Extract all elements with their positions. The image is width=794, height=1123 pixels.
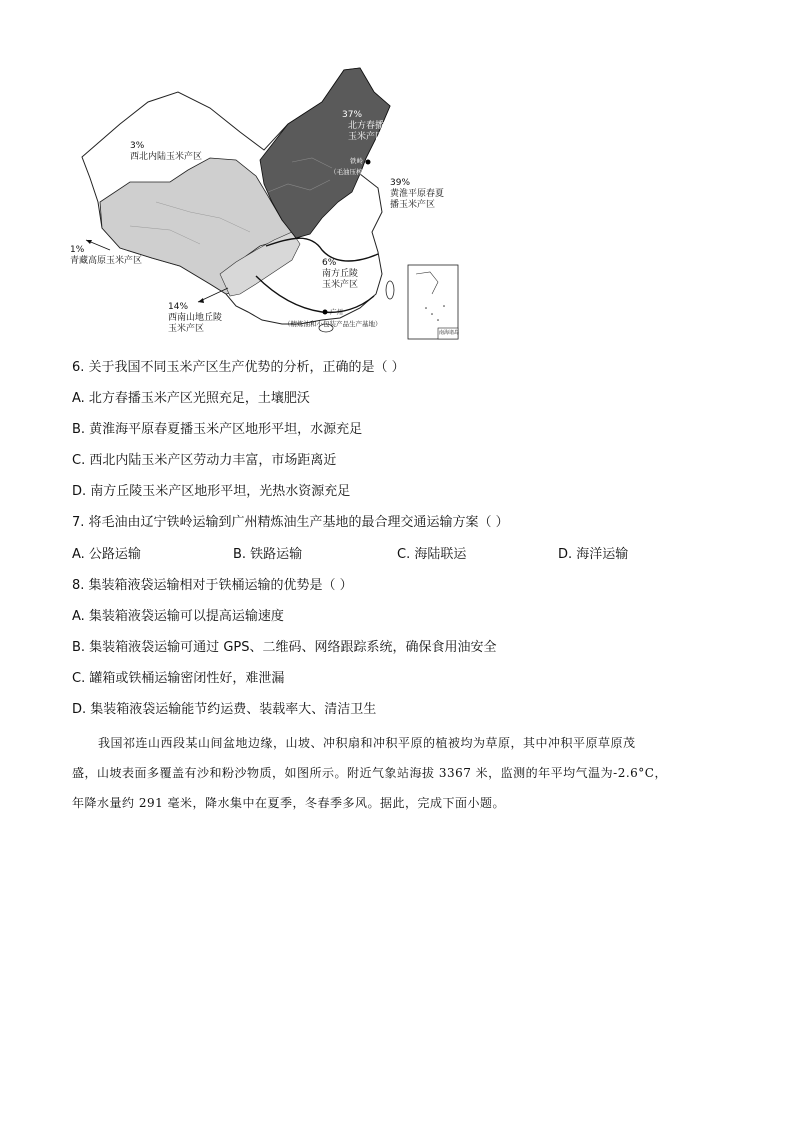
q6-option-a[interactable]: A. 北方春播玉米产区光照充足，土壤肥沃 <box>72 391 310 406</box>
q6-stem: 6. 关于我国不同玉米产区生产优势的分析，正确的是（ ） <box>72 360 405 375</box>
tibet-region-label: 青藏高原玉米产区 <box>70 256 143 266</box>
guangzhou-dot <box>323 310 328 315</box>
south-region-label-1: 南方丘陵 <box>322 269 359 279</box>
q6-option-d[interactable]: D. 南方丘陵玉米产区地形平坦，光热水资源充足 <box>72 484 351 499</box>
passage-line-3: 年降水量约 291 毫米，降水集中在夏季，冬春季多风。据此，完成下面小题。 <box>72 796 506 810</box>
guangzhou-note: （精炼油和小包装产品生产基地） <box>284 320 382 328</box>
south-region-label-2: 玉米产区 <box>322 280 359 290</box>
tieling-note: （毛油压榨厂） <box>330 168 376 176</box>
q7-option-d[interactable]: D. 海洋运输 <box>558 547 629 562</box>
q8-option-c[interactable]: C. 罐箱或铁桶运输密闭性好，难泄漏 <box>72 671 285 686</box>
q8-stem: 8. 集装箱液袋运输相对于铁桶运输的优势是（ ） <box>72 578 353 593</box>
sw-region-pct: 14% <box>168 302 189 312</box>
north-region-label-2: 玉米产区 <box>348 132 385 142</box>
sw-region-label-1: 西南山地丘陵 <box>168 313 223 323</box>
nw-region-pct: 3% <box>130 141 145 151</box>
passage-line-1: 我国祁连山西段某山间盆地边缘，山坡、冲积扇和冲积平原的植被均为草原，其中冲积平原草原茂 <box>98 736 636 750</box>
tibet-region-pct: 1% <box>70 245 85 255</box>
q8-option-d[interactable]: D. 集装箱液袋运输能节约运费、装载率大、清洁卫生 <box>72 702 377 717</box>
south-region-pct: 6% <box>322 258 337 268</box>
north-region-label-1: 北方春播 <box>348 121 385 131</box>
q7-stem: 7. 将毛油由辽宁铁岭运输到广州精炼油生产基地的最合理交通运输方案（ ） <box>72 515 509 530</box>
tieling-label: 铁岭 <box>350 157 363 165</box>
nw-region-label: 西北内陆玉米产区 <box>130 152 203 162</box>
q6-option-c[interactable]: C. 西北内陆玉米产区劳动力丰富，市场距离近 <box>72 453 337 468</box>
q8-option-a[interactable]: A. 集装箱液袋运输可以提高运输速度 <box>72 609 284 624</box>
sw-region-label-2: 玉米产区 <box>168 324 205 334</box>
hhh-region-pct: 39% <box>390 178 411 188</box>
corn-region-map <box>60 62 470 344</box>
tieling-dot <box>366 160 371 165</box>
guangzhou-label: 广州 <box>330 308 343 316</box>
passage <box>72 728 722 818</box>
q7-option-c[interactable]: C. 海陆联运 <box>397 547 467 562</box>
hhh-region-label-1: 黄淮平原春夏 <box>390 189 445 199</box>
inset-caption: 南海诸岛 <box>439 330 460 336</box>
q8-option-b[interactable]: B. 集装箱液袋运输可通过 GPS、二维码、网络跟踪系统，确保食用油安全 <box>72 640 497 655</box>
q7-option-b[interactable]: B. 铁路运输 <box>233 547 303 562</box>
hhh-region-label-2: 播玉米产区 <box>390 200 436 210</box>
north-region-pct: 37% <box>342 110 363 120</box>
q7-option-a[interactable]: A. 公路运输 <box>72 547 141 562</box>
passage-line-2: 盛，山坡表面多覆盖有沙和粉沙物质，如图所示。附近气象站海拔 3367 米，监测的年平均气温为-2.6°C， <box>72 766 667 780</box>
q6-option-b[interactable]: B. 黄淮海平原春夏播玉米产区地形平坦，水源充足 <box>72 422 363 437</box>
